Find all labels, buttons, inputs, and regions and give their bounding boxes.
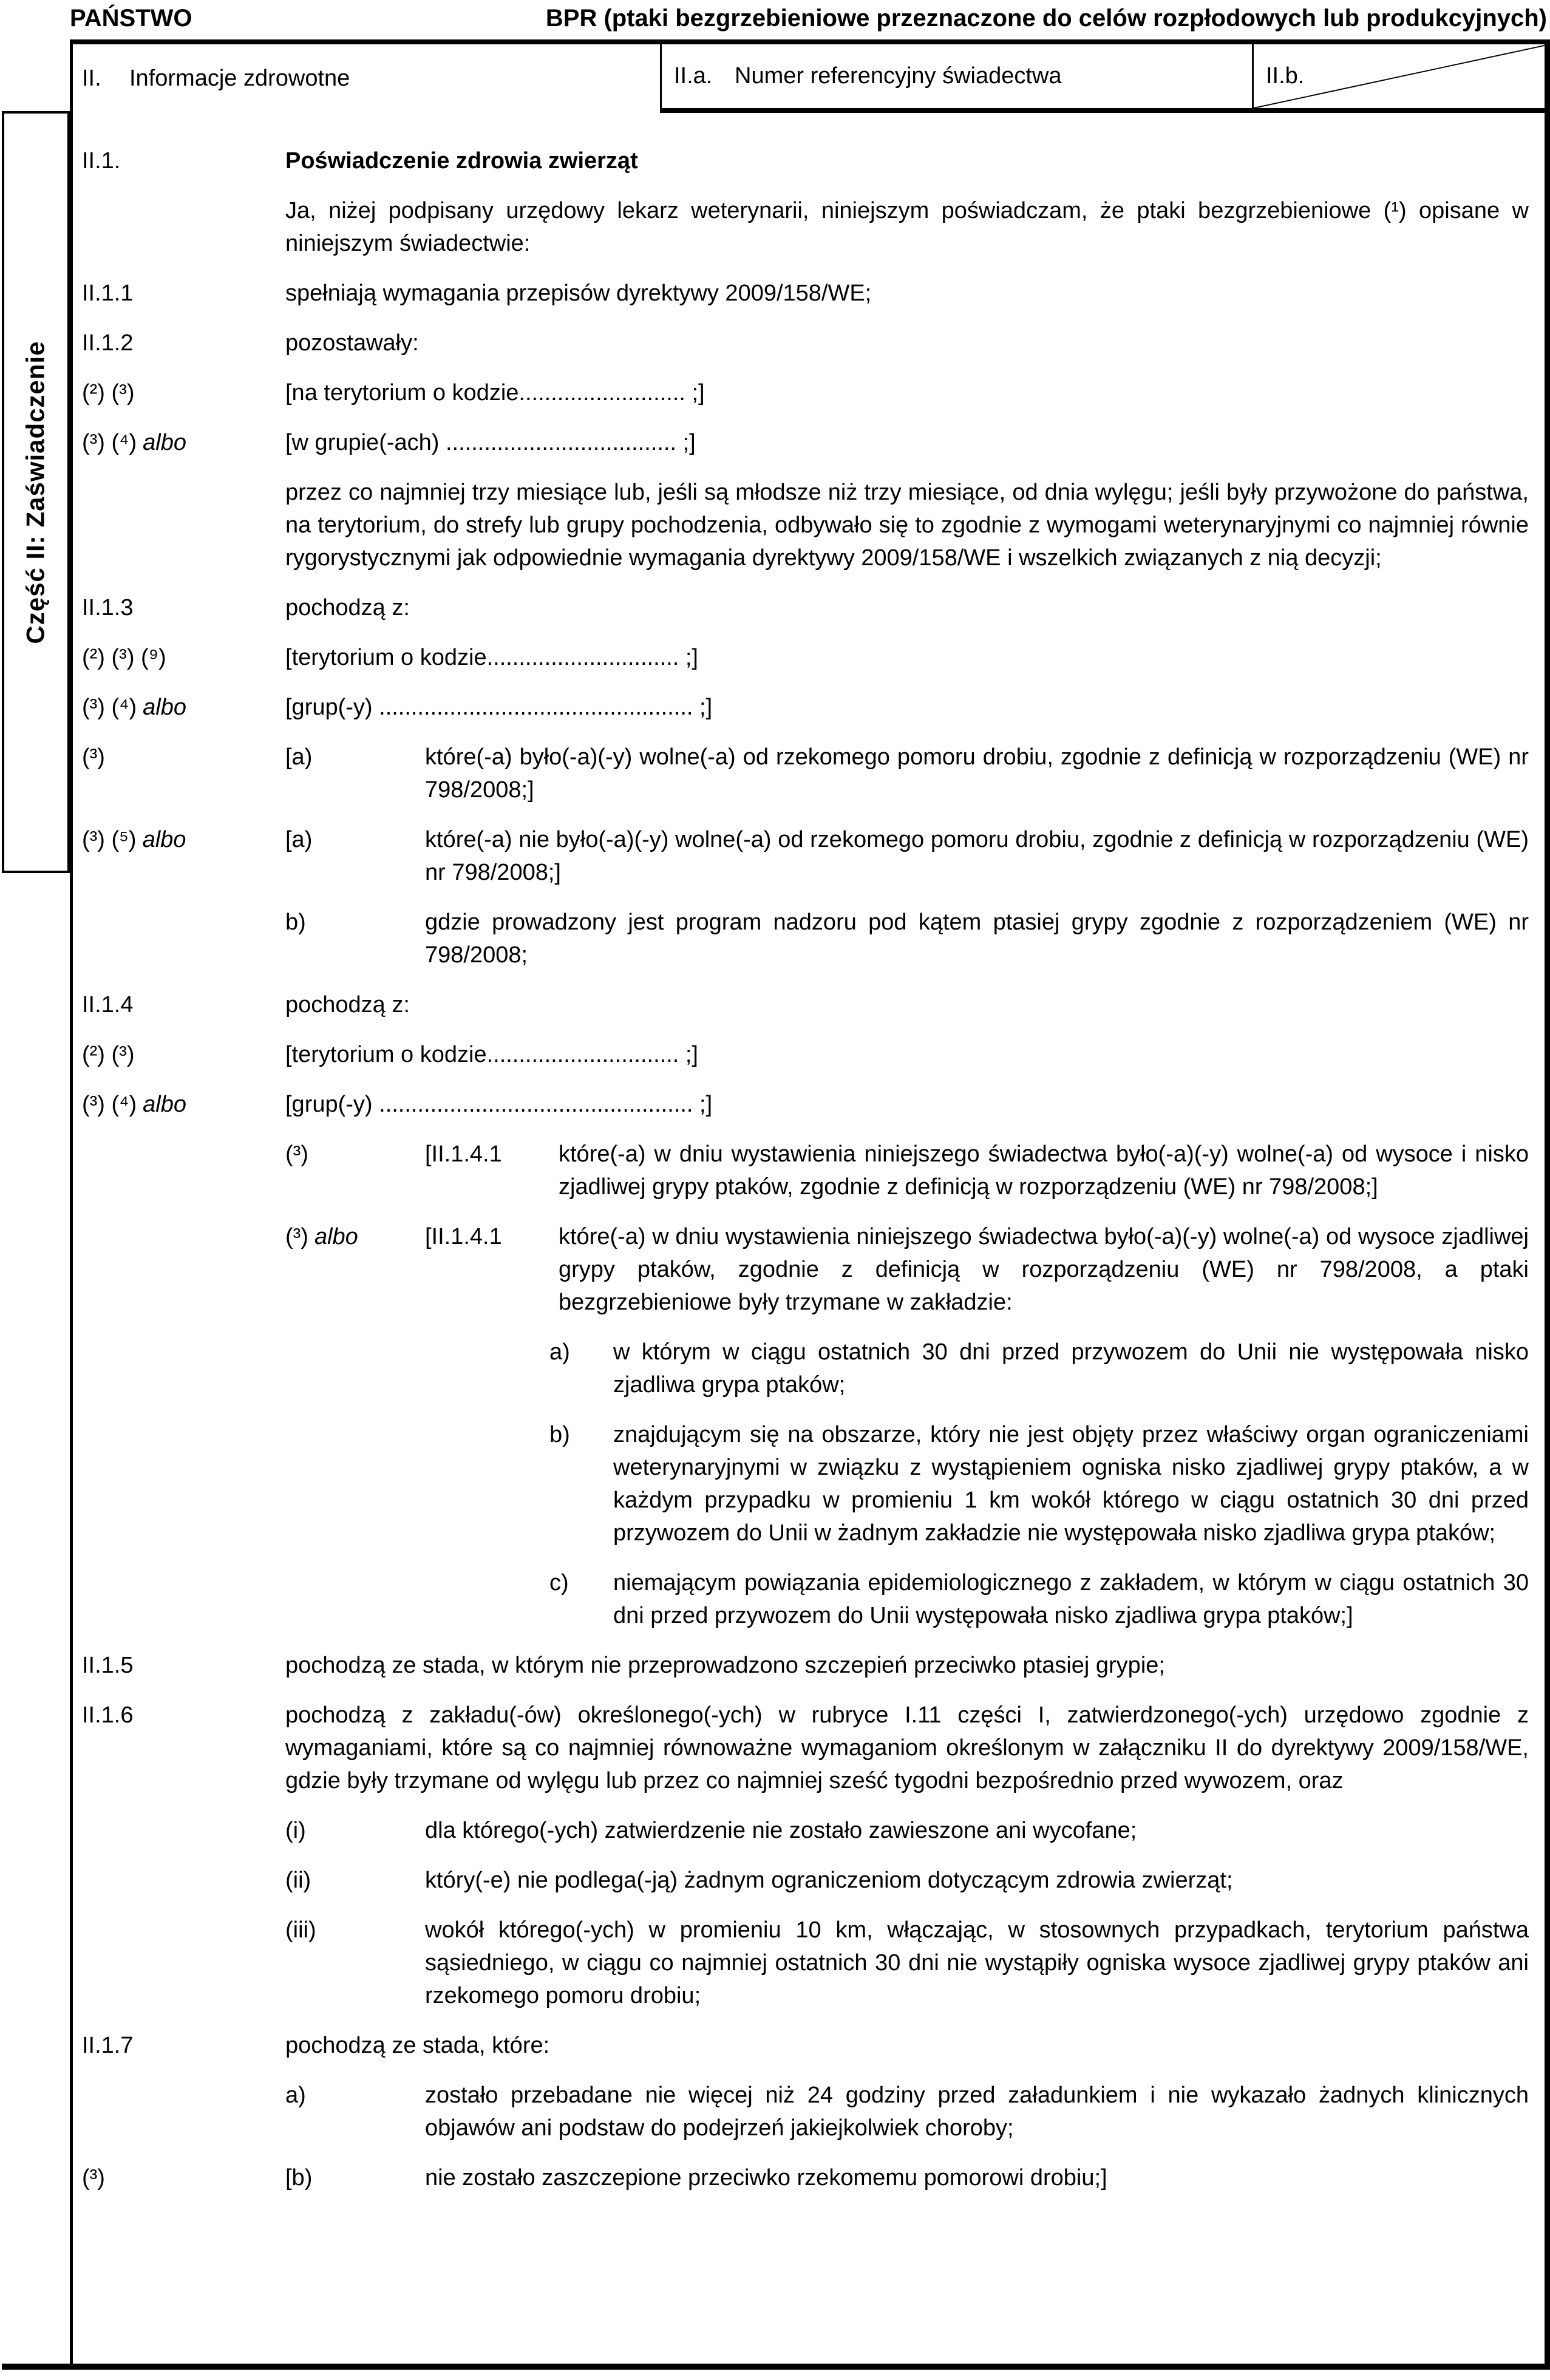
row-label-column <box>82 1814 285 1847</box>
cert-row <box>82 591 1529 624</box>
cert-row <box>82 426 1529 459</box>
row-sub-label: (ii) <box>285 1868 311 1893</box>
cert-row <box>82 1336 1529 1401</box>
row-label-column <box>82 376 285 409</box>
row-label-column <box>82 2079 285 2144</box>
row-footnote-marks: (³) <box>285 1141 308 1167</box>
row-label-column <box>82 641 285 674</box>
row-conjunction: albo <box>143 430 187 455</box>
row-text: w którym w ciągu ostatnich 30 dni przed przywozem do Unii nie występowała nisko zjadliwa grypa ptaków; <box>613 1339 1529 1398</box>
row-sub-label: a) <box>285 2082 306 2108</box>
row-text: [grup(-y) ................................................. ;] <box>285 1092 713 1117</box>
row-number: II.1.6 <box>82 1702 134 1728</box>
row-text: [w grupie(-ach) .................................... ;] <box>285 430 696 455</box>
row-text: nie zostało zaszczepione przeciwko rzekomemu pomorowi drobiu;] <box>425 2165 1107 2191</box>
header-cell-number: II.b. <box>1266 63 1305 89</box>
row-indent-spacer <box>285 1566 549 1632</box>
cert-row <box>82 1566 1529 1632</box>
row-label-column <box>82 1864 285 1897</box>
row-text: które(-a) było(-a)(-y) wolne(-a) od rzekomego pomoru drobiu, zgodnie z definicją w rozporządzeniu (WE) nr 798/2008;] <box>425 744 1529 803</box>
row-footnote-marks: (³) (⁴) <box>82 695 137 720</box>
row-text: który(-e) nie podlega(-ją) żadnym ograniczeniom dotyczącym zdrowia zwierząt; <box>425 1868 1233 1893</box>
row-sub-label: b) <box>285 909 306 935</box>
cert-row <box>82 194 1529 260</box>
row-footnote-marks: (³) <box>285 1224 308 1250</box>
row-label-column <box>82 1038 285 1071</box>
border-line-bottom <box>2 2364 1550 2370</box>
cert-row <box>82 1649 1529 1682</box>
row-label-column <box>82 1220 285 1319</box>
row-text: pochodzą z zakładu(-ów) określonego(-ych) w rubryce I.11 części I, zatwierdzonego(-ych) urzędowo zgodnie z wymaganiami, które są co najmniej równoważne wymaganiom określonym w załączniku II do dyrektywy 2009/158/WE, gdzie były trzymane od wylęgu lub przez co najmniej sześć tygodni bezpośrednio przed wywozem, oraz <box>285 1702 1529 1793</box>
row-clause-number: [II.1.4.1 <box>425 1141 502 1167</box>
row-sub-label: c) <box>549 1570 569 1596</box>
cert-row <box>82 1038 1529 1071</box>
row-label-column <box>82 988 285 1021</box>
row-sub-label: a) <box>549 1339 570 1365</box>
row-label-column <box>82 741 285 806</box>
cert-row <box>82 741 1529 806</box>
row-sub-label: b) <box>549 1422 570 1447</box>
cert-row <box>82 906 1529 971</box>
row-sub-label: [b) <box>285 2165 313 2191</box>
row-indent-spacer <box>285 1336 549 1401</box>
row-footnote-column <box>285 1220 425 1319</box>
cert-row <box>82 2079 1529 2144</box>
row-sub-label: [a) <box>285 744 313 770</box>
row-label-column <box>82 1336 285 1401</box>
row-label-column <box>82 2161 285 2194</box>
row-number: II.1.7 <box>82 2033 134 2058</box>
row-conjunction: albo <box>142 827 186 852</box>
cert-row <box>82 476 1529 574</box>
row-text: pochodzą z: <box>285 595 410 620</box>
cert-row <box>82 1864 1529 1897</box>
row-label-column <box>82 327 285 359</box>
row-label-column <box>82 194 285 260</box>
row-footnote-marks: (³) (⁴) <box>82 430 137 455</box>
row-label-column <box>82 906 285 971</box>
row-number: II.1.5 <box>82 1653 134 1678</box>
cert-row <box>82 1220 1529 1319</box>
row-text: gdzie prowadzony jest program nadzoru pod kątem ptasiej grypy zgodnie z rozporządzeniem (WE) nr 798/2008; <box>425 909 1529 968</box>
header-cell-label: Informacje zdrowotne <box>129 66 350 91</box>
row-text: [terytorium o kodzie.............................. ;] <box>285 645 698 670</box>
row-text: Ja, niżej podpisany urzędowy lekarz weterynarii, niniejszym poświadczam, że ptaki bezgrzebieniowe (¹) opisane w niniejszym świadectwie: <box>285 198 1529 256</box>
cert-row <box>82 144 1529 177</box>
header-cell-number: II.a. <box>674 63 713 89</box>
row-label-column <box>82 591 285 624</box>
row-label-column <box>82 1088 285 1121</box>
row-indent-spacer <box>285 1418 549 1549</box>
sidebar-label: Część II: Zaświadczenie <box>21 340 50 644</box>
row-footnote-marks: (³) (⁵) <box>82 827 137 852</box>
row-label-column <box>82 1699 285 1797</box>
cert-row <box>82 1914 1529 2012</box>
border-line-right <box>1545 39 1550 2370</box>
cert-row <box>82 376 1529 409</box>
cert-row <box>82 1088 1529 1121</box>
row-label-column <box>82 476 285 574</box>
cert-row <box>82 1418 1529 1549</box>
row-number: II.1.4 <box>82 992 134 1018</box>
row-text: wokół którego(-ych) w promieniu 10 km, włączając, w stosownych przypadkach, terytorium państwa sąsiedniego, w ciągu co najmniej ostatnich 30 dni nie wystąpiły ogniska wysoce zjadliwej grypy ptaków ani rzekomego pomoru drobiu; <box>425 1917 1529 2008</box>
row-text: znajdującym się na obszarze, który nie jest objęty przez właściwy organ ograniczeniami weterynaryjnymi w związku z wystąpieniem ogniska nisko zjadliwej grypy ptaków, a w każdym przypadku w promieniu 1 km wokół którego w ciągu ostatnich 30 dni przed przywozem do Unii w żadnym zakładzie nie występowała nisko zjadliwa grypa ptaków; <box>613 1422 1529 1546</box>
row-text: pochodzą ze stada, w którym nie przeprowadzono szczepień przeciwko ptasiej grypie; <box>285 1653 1165 1678</box>
row-text: pozostawały: <box>285 330 419 356</box>
row-footnote-marks: (²) (³) <box>82 380 135 406</box>
certificate-body <box>73 113 1544 2211</box>
header-cell-label: Numer referencyjny świadectwa <box>735 63 1062 89</box>
row-number: II.1.1 <box>82 280 134 306</box>
row-footnote-column <box>285 1138 425 1203</box>
row-footnote-marks: (³) <box>82 2165 105 2191</box>
row-text: przez co najmniej trzy miesiące lub, jeśli są młodsze niż trzy miesiące, od dnia wylęgu; jeśli były przywożone do państwa, na terytorium, do strefy lub grupy pochodzenia, odbywało się to zgodnie z wymogami weterynaryjnymi co najmniej równie rygorystycznymi jak odpowiednie wymagania dyrektywy 2009/158/WE i wszelkich związanych z nią decyzji; <box>285 480 1529 571</box>
row-label-column <box>82 1914 285 2012</box>
row-conjunction: albo <box>143 1092 187 1117</box>
row-text: które(-a) w dniu wystawienia niniejszego świadectwa było(-a)(-y) wolne(-a) od wysoce i nisko zjadliwej grypy ptaków, zgodnie z definicją w rozporządzeniu (WE) nr 798/2008;] <box>559 1141 1529 1200</box>
row-text: [terytorium o kodzie.............................. ;] <box>285 1042 698 1067</box>
cert-row <box>82 2029 1529 2062</box>
row-number: II.1.2 <box>82 330 134 356</box>
row-footnote-marks: (²) (³) (⁹) <box>82 645 166 670</box>
row-text: Poświadczenie zdrowia zwierząt <box>285 148 638 174</box>
row-text: [na terytorium o kodzie.......................... ;] <box>285 380 705 406</box>
header-cell-reference-number <box>662 44 1254 113</box>
row-number: II.1.3 <box>82 595 134 620</box>
row-text: które(-a) nie było(-a)(-y) wolne(-a) od rzekomego pomoru drobiu, zgodnie z definicją w rozporządzeniu (WE) nr 798/2008;] <box>425 827 1529 885</box>
row-label-column <box>82 1566 285 1632</box>
row-text: dla którego(-ych) zatwierdzenie nie zostało zawieszone ani wycofane; <box>425 1818 1137 1843</box>
cert-row <box>82 1138 1529 1203</box>
row-label-column <box>82 823 285 889</box>
row-label-column <box>82 2029 285 2062</box>
header-cell-number: II. <box>82 66 101 91</box>
row-conjunction: albo <box>314 1224 358 1250</box>
cert-row <box>82 1814 1529 1847</box>
row-footnote-marks: (³) (⁴) <box>82 1092 137 1117</box>
row-label-column <box>82 1649 285 1682</box>
cert-row <box>82 277 1529 310</box>
row-text: niemającym powiązania epidemiologicznego z zakładem, w którym w ciągu ostatnich 30 dni przed przywozem do Unii występowała nisko zjadliwa grypa ptaków;] <box>613 1570 1529 1628</box>
row-number: II.1. <box>82 148 121 174</box>
cert-row <box>82 691 1529 724</box>
row-text: spełniają wymagania przepisów dyrektywy 2009/158/WE; <box>285 280 872 306</box>
row-label-column <box>82 144 285 177</box>
row-sub-label: [a) <box>285 827 313 852</box>
row-sub-label: (iii) <box>285 1917 316 1943</box>
row-text: pochodzą z: <box>285 992 410 1018</box>
cert-row <box>82 2161 1529 2194</box>
row-footnote-marks: (²) (³) <box>82 1042 135 1067</box>
row-label-column <box>82 277 285 310</box>
header-cell-health-info <box>70 44 662 113</box>
row-text: [grup(-y) ................................................. ;] <box>285 695 713 720</box>
row-text: które(-a) w dniu wystawienia niniejszego świadectwa było(-a)(-y) wolne(-a) od wysoce zjadliwej grypy ptaków, zgodnie z definicją w rozporządzeniu (WE) nr 798/2008, a ptaki bezgrzebieniowe były trzymane w zakładzie: <box>559 1224 1529 1315</box>
row-label-column <box>82 691 285 724</box>
cert-row <box>82 823 1529 889</box>
row-conjunction: albo <box>143 695 187 720</box>
part-ii-sidebar <box>2 111 70 873</box>
cert-row <box>82 1699 1529 1797</box>
document-header <box>70 4 1547 33</box>
page-title: BPR (ptaki bezgrzebieniowe przeznaczone do celów rozpłodowych lub produkcyjnych) <box>545 5 1547 32</box>
row-label-column <box>82 426 285 459</box>
country-label: PAŃSTWO <box>70 5 192 32</box>
row-label-column <box>82 1418 285 1549</box>
row-label-column <box>82 1138 285 1203</box>
row-text: zostało przebadane nie więcej niż 24 godziny przed załadunkiem i nie wykazało żadnych klinicznych objawów ani podstaw do podejrzeń jakiejkolwiek choroby; <box>425 2082 1529 2141</box>
row-footnote-marks: (³) <box>82 744 105 770</box>
cert-row <box>82 641 1529 674</box>
header-cell-iib <box>1254 44 1550 113</box>
row-sub-label: (i) <box>285 1818 306 1843</box>
cert-row <box>82 327 1529 359</box>
table-header-row <box>70 39 1550 113</box>
cert-row <box>82 988 1529 1021</box>
row-text: pochodzą ze stada, które: <box>285 2033 550 2058</box>
row-clause-number: [II.1.4.1 <box>425 1224 502 1250</box>
